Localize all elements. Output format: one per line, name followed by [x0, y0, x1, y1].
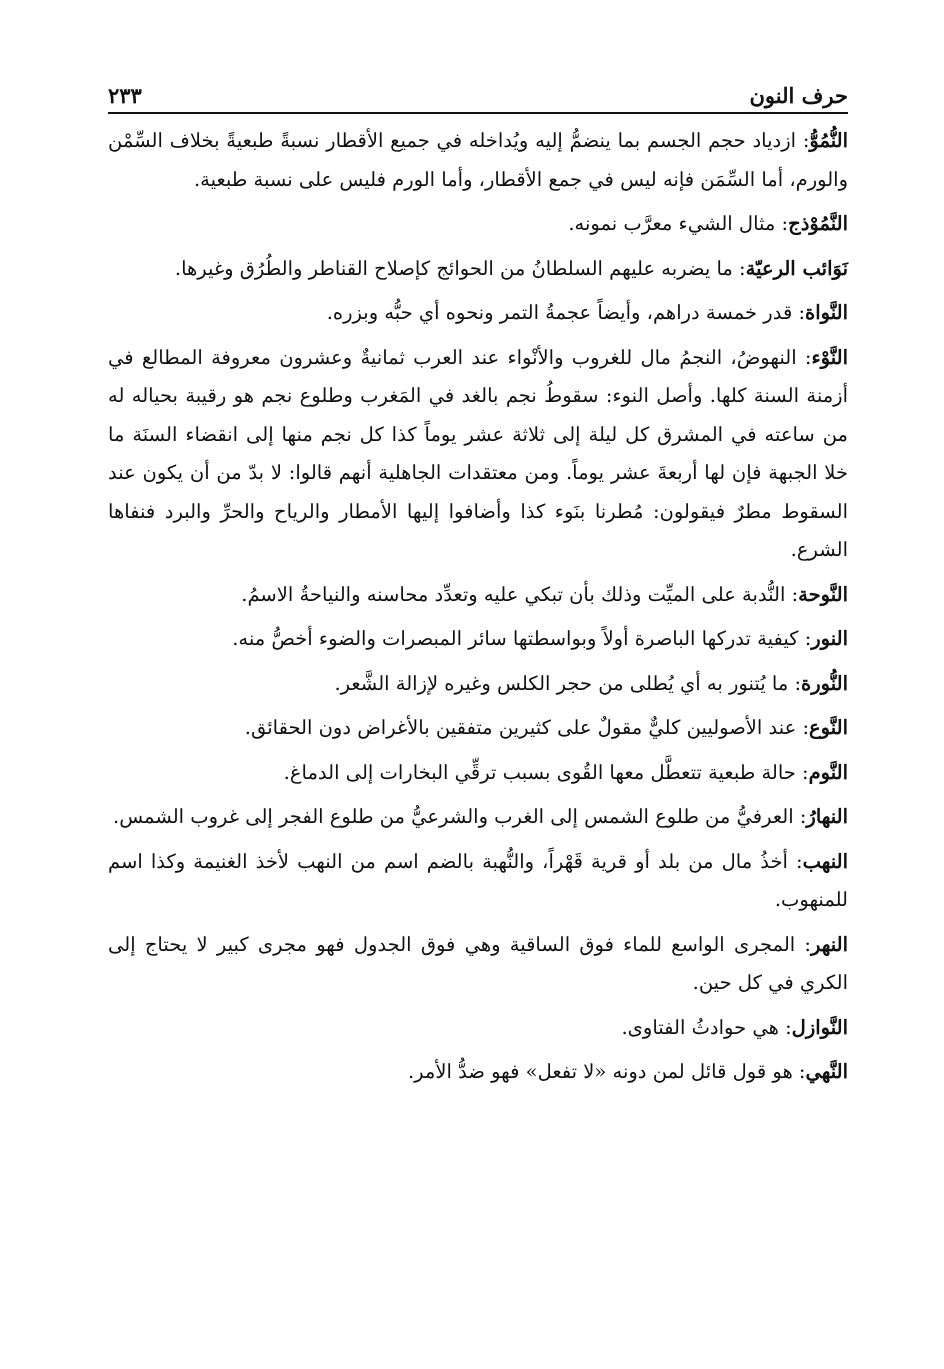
entries-list: [108, 122, 848, 1098]
entry-definition: : ازدياد حجم الجسم بما ينضمُّ إليه ويُداخله في جميع الأقطار نسبةً طبعيةً بخلاف السِّمْن والورم، أما السِّمَن فإنه ليس في جمع الأقطار، وأما الورم فليس على نسبة طبعية.: [108, 129, 848, 191]
entry: [108, 926, 848, 1003]
entry-definition: : قدر خمسة دراهم، وأيضاً عجمةُ التمر ونحوه أي حبُّه وبزره.: [326, 301, 806, 324]
entry-definition: : النُّدبة على الميِّت وذلك بأن تبكي عليه وتعدِّد محاسنه والنياحةُ الاسمُ.: [241, 582, 799, 606]
entry-term: النَّوازل: [791, 1015, 848, 1039]
entry-definition: : هي حوادثُ الفتاوى.: [621, 1015, 792, 1039]
entry: [108, 754, 848, 793]
entry-term: النهر: [811, 932, 848, 956]
entry: [108, 665, 848, 704]
entry-definition: : ما يُتنور به أي يُطلى من حجر الكلس وغيره لإزالة الشَّعر.: [334, 671, 802, 695]
entry-definition: : النهوضُ، النجمُ مال للغروب والأنْواء عند العرب ثمانيةٌ وعشرون معروفة المطالع في أزمنة السنة كلها. وأصل النوء: سقوطُ نجم بالغد في المَغرب وطلوع نجم هو رقيبة بحياله له من ساعته في المشرق كل ليلة إلى ثلاثة عشر يوماً كذا كل نجم منها إلى انقضاء السنَة ما خلا الجبهة فإن لها أربعةَ عشر يوماً. ومن معتقدات الجاهلية أنهم قالوا: لا بدّ من أن يكون عند السقوط مطرٌ فيقولون: مُطرنا بنَوء كذا وأضافوا إليها الأمطار والرياح والحرِّ والبرد فنفاها الشرع.: [108, 345, 848, 561]
entry-term: النَّوحة: [798, 582, 848, 606]
entry-definition: : حالة طبعية تتعطَّل معها القُوى بسبب ترقِّي البخارات إلى الدماغ.: [283, 760, 809, 784]
entry-definition: : مثال الشيء معرَّب نمونه.: [568, 212, 789, 235]
entry-definition: : العرفيُّ من طلوع الشمس إلى الغرب والشرعيُّ من طلوع الفجر إلى غروب الشمس.: [113, 805, 807, 828]
entry-definition: : أخذُ مال من بلد أو قرية قَهْراً، والنُّهبة بالضم اسم من النهب لأخذ الغنيمة وكذا اسم للمنهوب.: [108, 849, 848, 911]
entry: [108, 1009, 848, 1048]
entry: [108, 576, 848, 615]
entry-term: النَّواة: [805, 301, 848, 324]
entry: [108, 205, 848, 244]
entry-term: النَّوْء: [811, 345, 848, 369]
entry-term: النَّوع: [809, 716, 848, 739]
entry: [108, 620, 848, 659]
entry: [108, 122, 848, 199]
entry: [108, 709, 848, 748]
entry-definition: : هو قول قائل لمن دونه «لا تفعل» فهو ضدُّ الأمر.: [407, 1060, 806, 1083]
header-rule: [108, 112, 848, 114]
entry-term: النُّمُوُّ: [809, 129, 848, 152]
entry: [108, 294, 848, 333]
page-header: [108, 68, 848, 108]
entry: [108, 1053, 848, 1092]
entry: [108, 843, 848, 920]
entry-definition: : كيفية تدركها الباصرة أولاً وبواسطتها سائر المبصرات والضوء أخصُّ منه.: [232, 627, 812, 650]
entry-term: النَّهي: [805, 1060, 848, 1083]
entry: [108, 250, 848, 289]
entry-term: النُّورة: [801, 671, 848, 695]
chapter-title: حرف النون: [749, 83, 848, 108]
entry-definition: : ما يضربه عليهم السلطانُ من الحوائج كإصلاح القناطر والطُرُق وغيرها.: [174, 256, 746, 280]
entry: [108, 339, 848, 570]
entry-term: النهب: [802, 849, 848, 873]
entry-term: النَّمُوْذج: [788, 212, 848, 235]
entry-term: نَوَائب الرعيّة: [745, 256, 848, 280]
entry-term: النهارُ: [806, 805, 848, 828]
entry-term: النور: [811, 627, 848, 650]
page-number: ٢٣٣: [108, 83, 142, 108]
entry-definition: : المجرى الواسع للماء فوق الساقية وهي فوق الجدول فهو مجرى كبير لا يحتاج إلى الكري في كل حين.: [108, 932, 848, 994]
entry: [108, 798, 848, 837]
entry-term: النَّوم: [808, 760, 848, 784]
entry-definition: : عند الأصوليين كليٌّ مقولٌ على كثيرين متفقين بالأغراض دون الحقائق.: [244, 716, 810, 739]
